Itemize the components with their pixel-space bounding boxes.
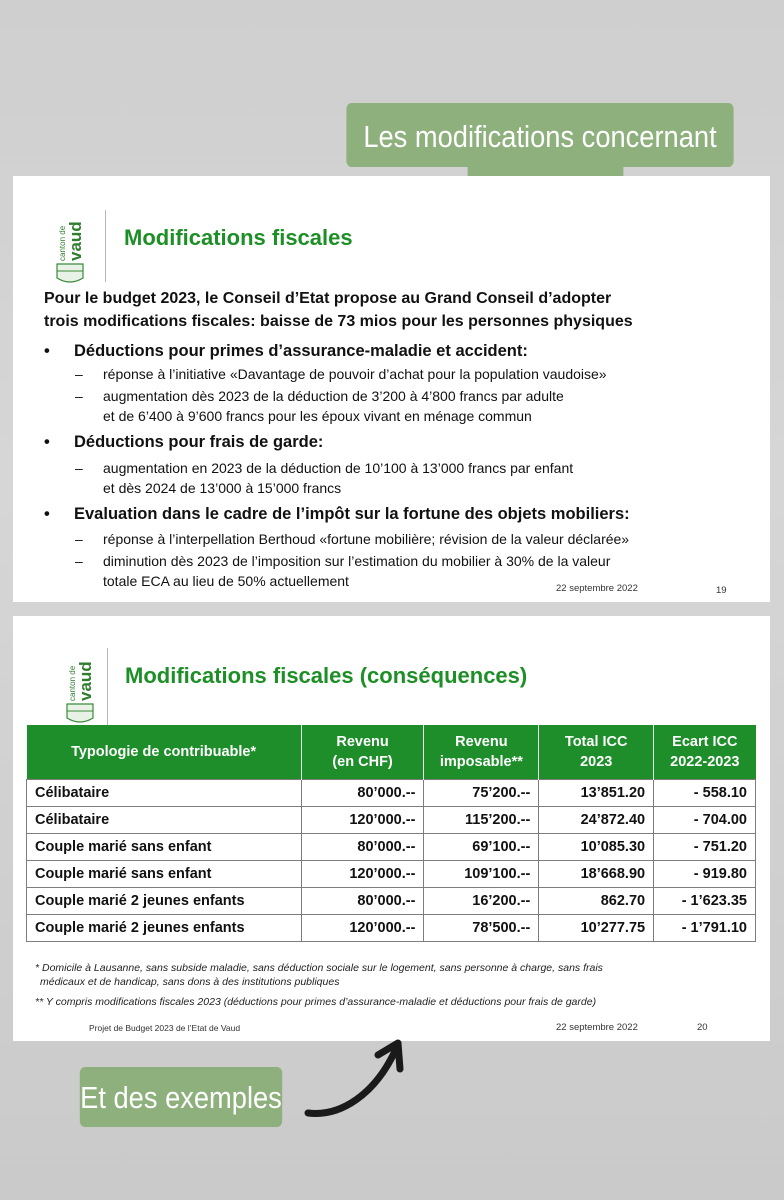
sub-item: [75, 458, 573, 498]
header-text: Total ICC: [564, 734, 628, 750]
footnote-1: [35, 961, 603, 989]
bullet-heading: [44, 342, 528, 361]
slide-title: Modifications fiscales (conséquences): [125, 663, 528, 688]
footer-source: Projet de Budget 2023 de l’Etat de Vaud: [89, 1023, 241, 1033]
cell-revenu-imposable: 16’200.--: [424, 888, 539, 915]
cell-ecart-icc: - 1’791.10: [654, 915, 756, 942]
cell-typologie: Couple marié 2 jeunes enfants: [27, 888, 302, 915]
logo-text-vaud: vaud: [76, 661, 95, 701]
tax-consequences-table: [26, 725, 756, 942]
cell-revenu: 80’000.--: [301, 780, 424, 807]
cell-typologie: Célibataire: [27, 807, 302, 834]
table-row: [27, 915, 756, 942]
bullet-symbol: •: [44, 505, 50, 523]
cell-revenu: 80’000.--: [301, 888, 424, 915]
cell-revenu: 120’000.--: [301, 807, 424, 834]
cell-revenu-imposable: 69’100.--: [424, 834, 539, 861]
slide-date: 22 septembre 2022: [556, 1022, 638, 1033]
slide-number: 19: [716, 585, 727, 596]
footnote-line: * Domicile à Lausanne, sans subside maladie, sans déduction sociale sur le logement, sans personne à charge, sans frais: [35, 962, 603, 974]
cell-typologie: Célibataire: [27, 780, 302, 807]
logo-separator: [107, 648, 108, 726]
slide-20: [13, 616, 770, 1041]
header-typologie: [27, 725, 302, 780]
cell-revenu: 80’000.--: [301, 834, 424, 861]
dash-symbol: –: [75, 460, 83, 476]
caption-sticker-bottom: [80, 1067, 282, 1127]
bullet-symbol: •: [44, 433, 50, 451]
intro-line: trois modifications fiscales: baisse de 73 mios pour les personnes physiques: [44, 313, 633, 330]
cell-revenu-imposable: 78’500.--: [424, 915, 539, 942]
cell-ecart-icc: - 1’623.35: [654, 888, 756, 915]
header-total-icc: [539, 725, 654, 780]
cell-revenu-imposable: 109’100.--: [424, 861, 539, 888]
sub-item-text: et de 6’400 à 9’600 francs pour les époux vivant en ménage commun: [103, 408, 532, 424]
slide-title: Modifications fiscales: [124, 225, 353, 250]
cell-ecart-icc: - 558.10: [654, 780, 756, 807]
cell-typologie: Couple marié sans enfant: [27, 861, 302, 888]
table-row: [27, 861, 756, 888]
canton-vaud-logo: [53, 209, 87, 287]
cell-typologie: Couple marié sans enfant: [27, 834, 302, 861]
cell-revenu: 120’000.--: [301, 915, 424, 942]
sub-item-text: et dès 2024 de 13’000 à 15’000 francs: [103, 480, 342, 496]
header-text: imposable**: [439, 754, 523, 770]
sub-item: [75, 529, 629, 549]
footnote-2: ** Y compris modifications fiscales 2023 (déductions pour primes d’assurance-maladie et déductions pour frais de garde): [35, 996, 597, 1008]
slide-19: [13, 176, 770, 602]
logo-text-vaud: vaud: [66, 221, 85, 261]
bullet-heading: [44, 433, 323, 452]
caption-bottom-text: Et des exemples: [80, 1079, 282, 1115]
slide-date: 22 septembre 2022: [556, 583, 638, 594]
cell-revenu-imposable: 115’200.--: [424, 807, 539, 834]
cell-total-icc: 18’668.90: [539, 861, 654, 888]
header-text: 2022-2023: [670, 754, 740, 770]
cell-typologie: Couple marié 2 jeunes enfants: [27, 915, 302, 942]
cell-total-icc: 862.70: [539, 888, 654, 915]
logo-separator: [105, 210, 106, 282]
cell-ecart-icc: - 751.20: [654, 834, 756, 861]
arrow-icon: [300, 1035, 410, 1125]
sub-item-text: augmentation en 2023 de la déduction de 10’100 à 13’000 francs par enfant: [103, 460, 574, 476]
footnote-line: médicaux et de handicap, sans dons à des institutions publiques: [40, 976, 340, 988]
cell-ecart-icc: - 919.80: [654, 861, 756, 888]
sub-item-text: réponse à l’initiative «Davantage de pouvoir d’achat pour la population vaudoise»: [103, 366, 607, 382]
header-text: Ecart ICC: [672, 734, 738, 750]
header-text: Revenu: [455, 734, 508, 750]
sub-item-text: réponse à l’interpellation Berthoud «fortune mobilière; révision de la valeur déclarée»: [103, 531, 630, 547]
table-row: [27, 807, 756, 834]
intro-paragraph: [44, 287, 633, 333]
sub-item: [75, 386, 564, 426]
intro-line: Pour le budget 2023, le Conseil d’Etat propose au Grand Conseil d’adopter: [44, 290, 612, 307]
dash-symbol: –: [75, 531, 83, 547]
header-text: (en CHF): [332, 754, 393, 770]
cell-revenu-imposable: 75’200.--: [424, 780, 539, 807]
sub-item-text: augmentation dès 2023 de la déduction de 3’200 à 4’800 francs par adulte: [103, 388, 564, 404]
dash-symbol: –: [75, 366, 83, 382]
caption-sticker-top: [346, 103, 733, 167]
bullet-heading-text: Déductions pour frais de garde:: [74, 433, 324, 451]
cell-total-icc: 10’085.30: [539, 834, 654, 861]
logo-text-small: canton de: [58, 225, 67, 261]
header-text: Typologie de contribuable*: [71, 744, 257, 760]
cell-total-icc: 10’277.75: [539, 915, 654, 942]
table-row: [27, 888, 756, 915]
cell-ecart-icc: - 704.00: [654, 807, 756, 834]
cell-revenu: 120’000.--: [301, 861, 424, 888]
header-revenu: [301, 725, 424, 780]
sub-item-text: diminution dès 2023 de l’imposition sur l’estimation du mobilier à 30% de la valeur: [103, 553, 611, 569]
caption-top-line1: Les modifications concernant: [363, 118, 717, 154]
header-revenu-imposable: [424, 725, 539, 780]
bullet-heading: [44, 505, 630, 524]
header-ecart-icc: [654, 725, 756, 780]
header-text: 2023: [580, 754, 613, 770]
table-row: [27, 834, 756, 861]
bullet-heading-text: Déductions pour primes d’assurance-maladie et accident:: [74, 342, 528, 360]
bullet-symbol: •: [44, 342, 50, 360]
dash-symbol: –: [75, 553, 83, 569]
bullet-heading-text: Evaluation dans le cadre de l’impôt sur la fortune des objets mobiliers:: [74, 505, 630, 523]
cell-total-icc: 24’872.40: [539, 807, 654, 834]
cell-total-icc: 13’851.20: [539, 780, 654, 807]
table-row: [27, 780, 756, 807]
canton-vaud-logo: [63, 649, 97, 727]
dash-symbol: –: [75, 388, 83, 404]
sub-item-text: totale ECA au lieu de 50% actuellement: [103, 573, 349, 589]
sub-item: [75, 364, 607, 384]
header-text: Revenu: [336, 734, 389, 750]
logo-text-small: canton de: [68, 665, 77, 701]
table-header-row: [27, 725, 756, 780]
sub-item: [75, 551, 610, 591]
slide-number: 20: [697, 1022, 708, 1033]
